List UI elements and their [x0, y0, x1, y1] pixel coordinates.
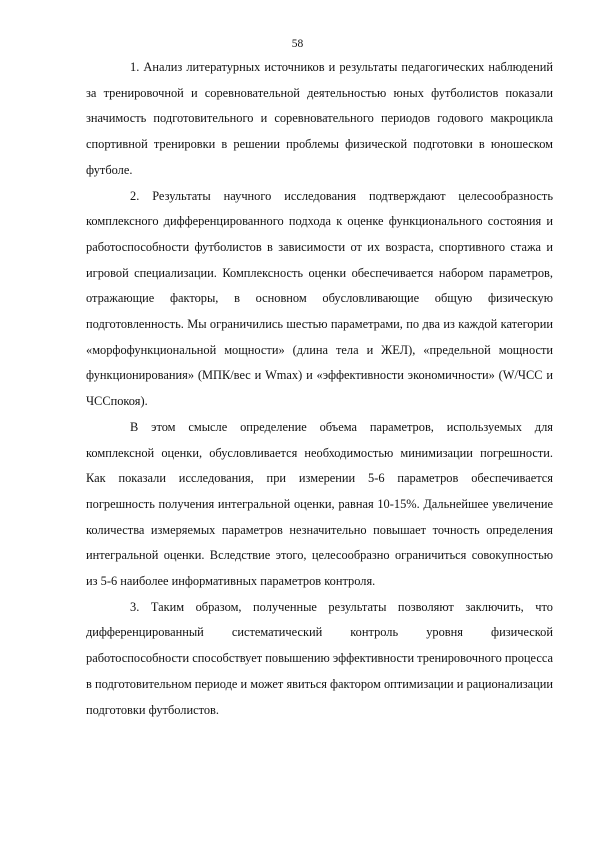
paragraph-parameter-count: В этом смысле определение объема параметров, используемых для комплексной оценки, обусловливается необходимостью минимизации погрешности. Как показали исследования, при измерении 5-6 параметров обеспечивается погрешность получения интегральной оценки, равная 10-15%. Дальнейшее увеличение количества измеряемых параметров незначительно повышает точность определения интегральной оценки. Вследствие этого, целесообразно ограничиться совокупностью из 5-6 наиболее информативных параметров контроля.	[86, 419, 553, 589]
paragraph-conclusion-1: 1. Анализ литературных источников и результаты педагогических наблюдений за тренировочной и соревновательной деятельностью юных футболистов показали значимость подготовительного и соревновательного периодов годового макроцикла спортивной тренировки в решении проблемы физической подготовки в юношеском футболе.	[86, 60, 553, 177]
paragraph-conclusion-2: 2. Результаты научного исследования подтверждают целесообразность комплексного дифференцированного подхода к оценке функционального состояния и работоспособности футболистов в зависимости от их возраста, спортивного стажа и игровой специализации. Комплексность оценки обеспечивается набором параметров, отражающие факторы, в основном обусловливающие общую физическую подготовленность. Мы ограничились шестью параметрами, по два из каждой категории «морфофункциональной мощности» (длина тела и ЖЕЛ), «предельной мощности функционирования» (МПК/вес и Wmax) и «эффективности экономичности» (W/ЧСС и ЧССпокоя).	[86, 188, 553, 409]
body-text	[86, 55, 553, 723]
paragraph-conclusion-3: 3. Таким образом, полученные результаты позволяют заключить, что дифференцированный систематический контроль уровня физической работоспособности способствует повышению эффективности тренировочного процесса в подготовительном периоде и может явиться фактором оптимизации и рационализации подготовки футболистов.	[86, 599, 553, 717]
page-number: 58	[291, 38, 304, 50]
